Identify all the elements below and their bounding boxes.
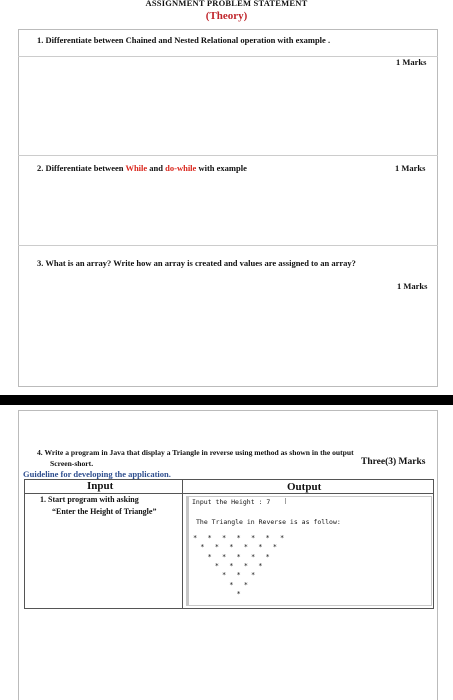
question-1-marks: 1 Marks <box>396 57 427 67</box>
divider <box>18 245 438 246</box>
triangle-star: * <box>200 543 205 552</box>
input-step-1: 1. Start program with asking <box>40 495 139 504</box>
document-subheader: (Theory) <box>205 10 248 22</box>
triangle-star: * <box>272 543 277 552</box>
keyword-do-while: do-while <box>165 163 197 173</box>
triangle-star: * <box>236 534 241 542</box>
triangle-star: * <box>222 552 227 561</box>
triangle-star: * <box>236 552 241 561</box>
triangle-star: * <box>243 580 248 589</box>
input-step-1-prompt: “Enter the Height of Triangle” <box>52 507 157 516</box>
triangle-star: * <box>193 534 198 542</box>
text-cursor-icon: I <box>284 497 287 506</box>
triangle-star: * <box>236 571 241 580</box>
console-output <box>186 496 432 606</box>
triangle-star: * <box>251 534 256 542</box>
question-4-marks: Three(3) Marks <box>361 457 426 467</box>
questions-box <box>18 29 438 387</box>
column-divider <box>182 480 183 608</box>
triangle-star: * <box>280 534 285 542</box>
document-header: ASSIGNMENT PROBLEM STATEMENT <box>145 0 308 8</box>
triangle-star: * <box>229 561 234 570</box>
io-table <box>24 479 434 609</box>
question-4: 4. Write a program in Java that display a Triangle in reverse using method as shown in the output <box>37 448 354 457</box>
triangle-star: * <box>229 580 234 589</box>
console-prompt: Input the Height : 7 I <box>192 497 287 506</box>
triangle-star: * <box>258 543 263 552</box>
page-separator <box>0 395 453 405</box>
output-column-header: Output <box>287 481 322 493</box>
triangle-star: * <box>265 552 270 561</box>
triangle-star: * <box>243 543 248 552</box>
triangle-star: * <box>243 561 248 570</box>
header-divider <box>25 493 433 494</box>
question-2: 2. Differentiate between While and do-while with example <box>37 163 247 173</box>
divider <box>18 56 438 57</box>
question-3-marks: 1 Marks <box>397 281 428 291</box>
triangle-star: * <box>222 534 227 542</box>
question-1: 1. Differentiate between Chained and Nested Relational operation with example . <box>37 35 331 45</box>
triangle-star: * <box>265 534 270 542</box>
question-4-cont: Screen-short. <box>50 459 94 468</box>
input-column-header: Input <box>87 480 114 492</box>
triangle-star: * <box>236 589 241 598</box>
question-2-marks: 1 Marks <box>395 163 426 173</box>
triangle-star: * <box>258 561 263 570</box>
console-result-text: The Triangle in Reverse is as follow: <box>196 518 341 526</box>
keyword-while: While <box>125 163 148 173</box>
triangle-star: * <box>251 552 256 561</box>
divider <box>18 155 438 156</box>
question-3: 3. What is an array? Write how an array is created and values are assigned to an array? <box>37 258 356 268</box>
guideline-heading: Guideline for developing the application. <box>23 469 171 479</box>
triangle-star: * <box>207 534 212 542</box>
triangle-star: * <box>214 561 219 570</box>
triangle-star: * <box>229 543 234 552</box>
triangle-star: * <box>214 543 219 552</box>
triangle-star: * <box>251 571 256 580</box>
triangle-star: * <box>222 571 227 580</box>
triangle-star: * <box>207 552 212 561</box>
